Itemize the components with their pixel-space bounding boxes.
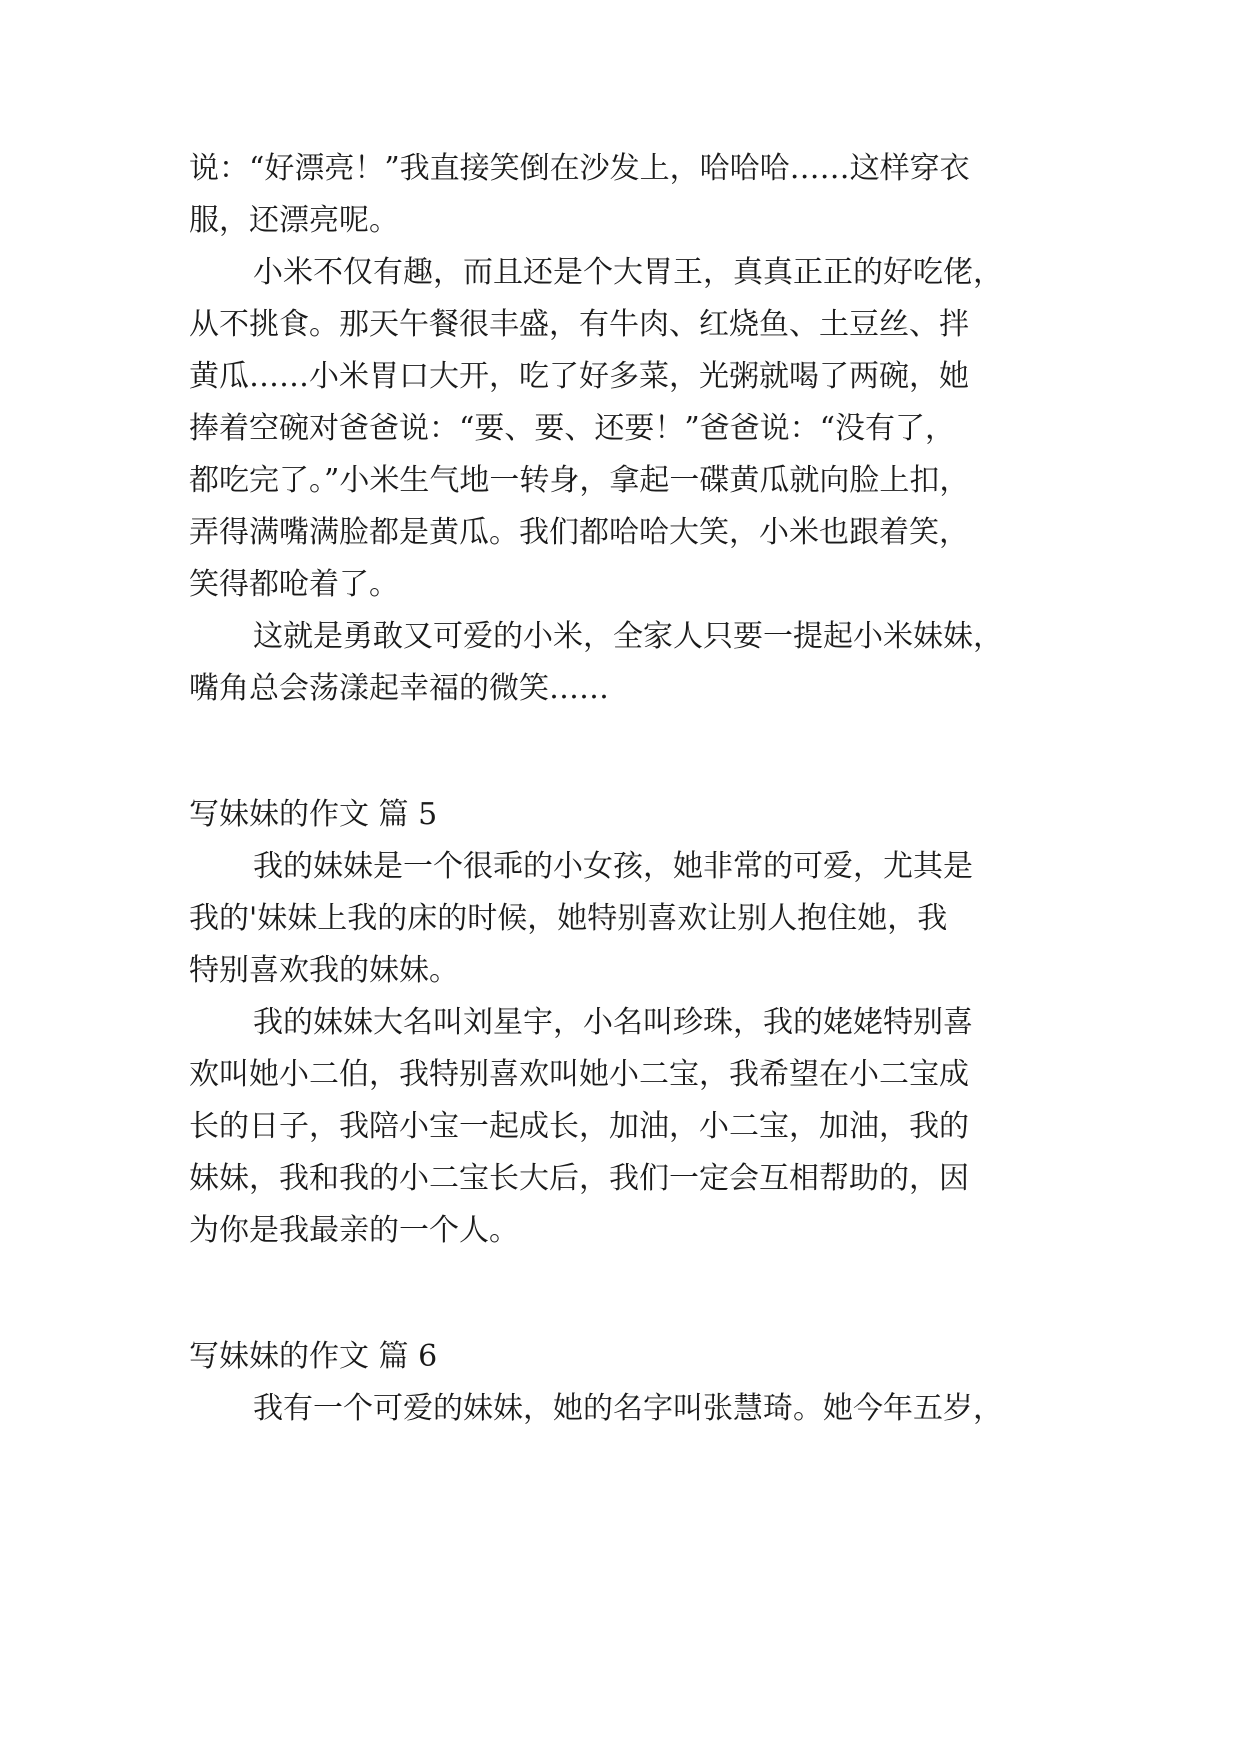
section-heading: 写妹妹的作文 篇 6: [189, 1339, 438, 1374]
paragraph-line: 我的妹妹大名叫刘星宇，小名叫珍珠，我的姥姥特别喜: [253, 1005, 973, 1040]
paragraph-line: 我的妹妹是一个很乖的小女孩，她非常的可爱，尤其是: [253, 849, 973, 884]
paragraph-line: 嘴角总会荡漾起幸福的微笑……: [189, 671, 609, 706]
paragraph-line: 说：“好漂亮！”我直接笑倒在沙发上，哈哈哈……这样穿衣: [189, 151, 970, 186]
paragraph-line: 欢叫她小二伯，我特别喜欢叫她小二宝，我希望在小二宝成: [189, 1057, 969, 1092]
paragraph-line: 服，还漂亮呢。: [189, 203, 399, 238]
paragraph-line: 这就是勇敢又可爱的小米，全家人只要一提起小米妹妹，: [253, 619, 1003, 654]
paragraph-line: 都吃完了。”小米生气地一转身，拿起一碟黄瓜就向脸上扣，: [189, 463, 970, 498]
paragraph-line: 弄得满嘴满脸都是黄瓜。我们都哈哈大笑，小米也跟着笑，: [189, 515, 969, 550]
paragraph-line: 笑得都呛着了。: [189, 567, 399, 602]
paragraph-line: 妹妹，我和我的小二宝长大后，我们一定会互相帮助的，因: [189, 1161, 969, 1196]
paragraph-line: 长的日子，我陪小宝一起成长，加油，小二宝，加油，我的: [189, 1109, 969, 1144]
section-heading: 写妹妹的作文 篇 5: [189, 797, 438, 832]
paragraph-line: 我的'妹妹上我的床的时候，她特别喜欢让别人抱住她，我: [189, 901, 948, 936]
paragraph-line: 特别喜欢我的妹妹。: [189, 953, 459, 988]
paragraph-line: 捧着空碗对爸爸说：“要、要、还要！”爸爸说：“没有了，: [189, 411, 956, 446]
paragraph-line: 为你是我最亲的一个人。: [189, 1213, 519, 1248]
paragraph-line: 黄瓜……小米胃口大开，吃了好多菜，光粥就喝了两碗，她: [189, 359, 969, 394]
paragraph-line: 小米不仅有趣，而且还是个大胃王，真真正正的好吃佬，: [253, 255, 1003, 290]
paragraph-line: 从不挑食。那天午餐很丰盛，有牛肉、红烧鱼、土豆丝、拌: [189, 307, 969, 342]
paragraph-line: 我有一个可爱的妹妹，她的名字叫张慧琦。她今年五岁，: [253, 1391, 1003, 1426]
